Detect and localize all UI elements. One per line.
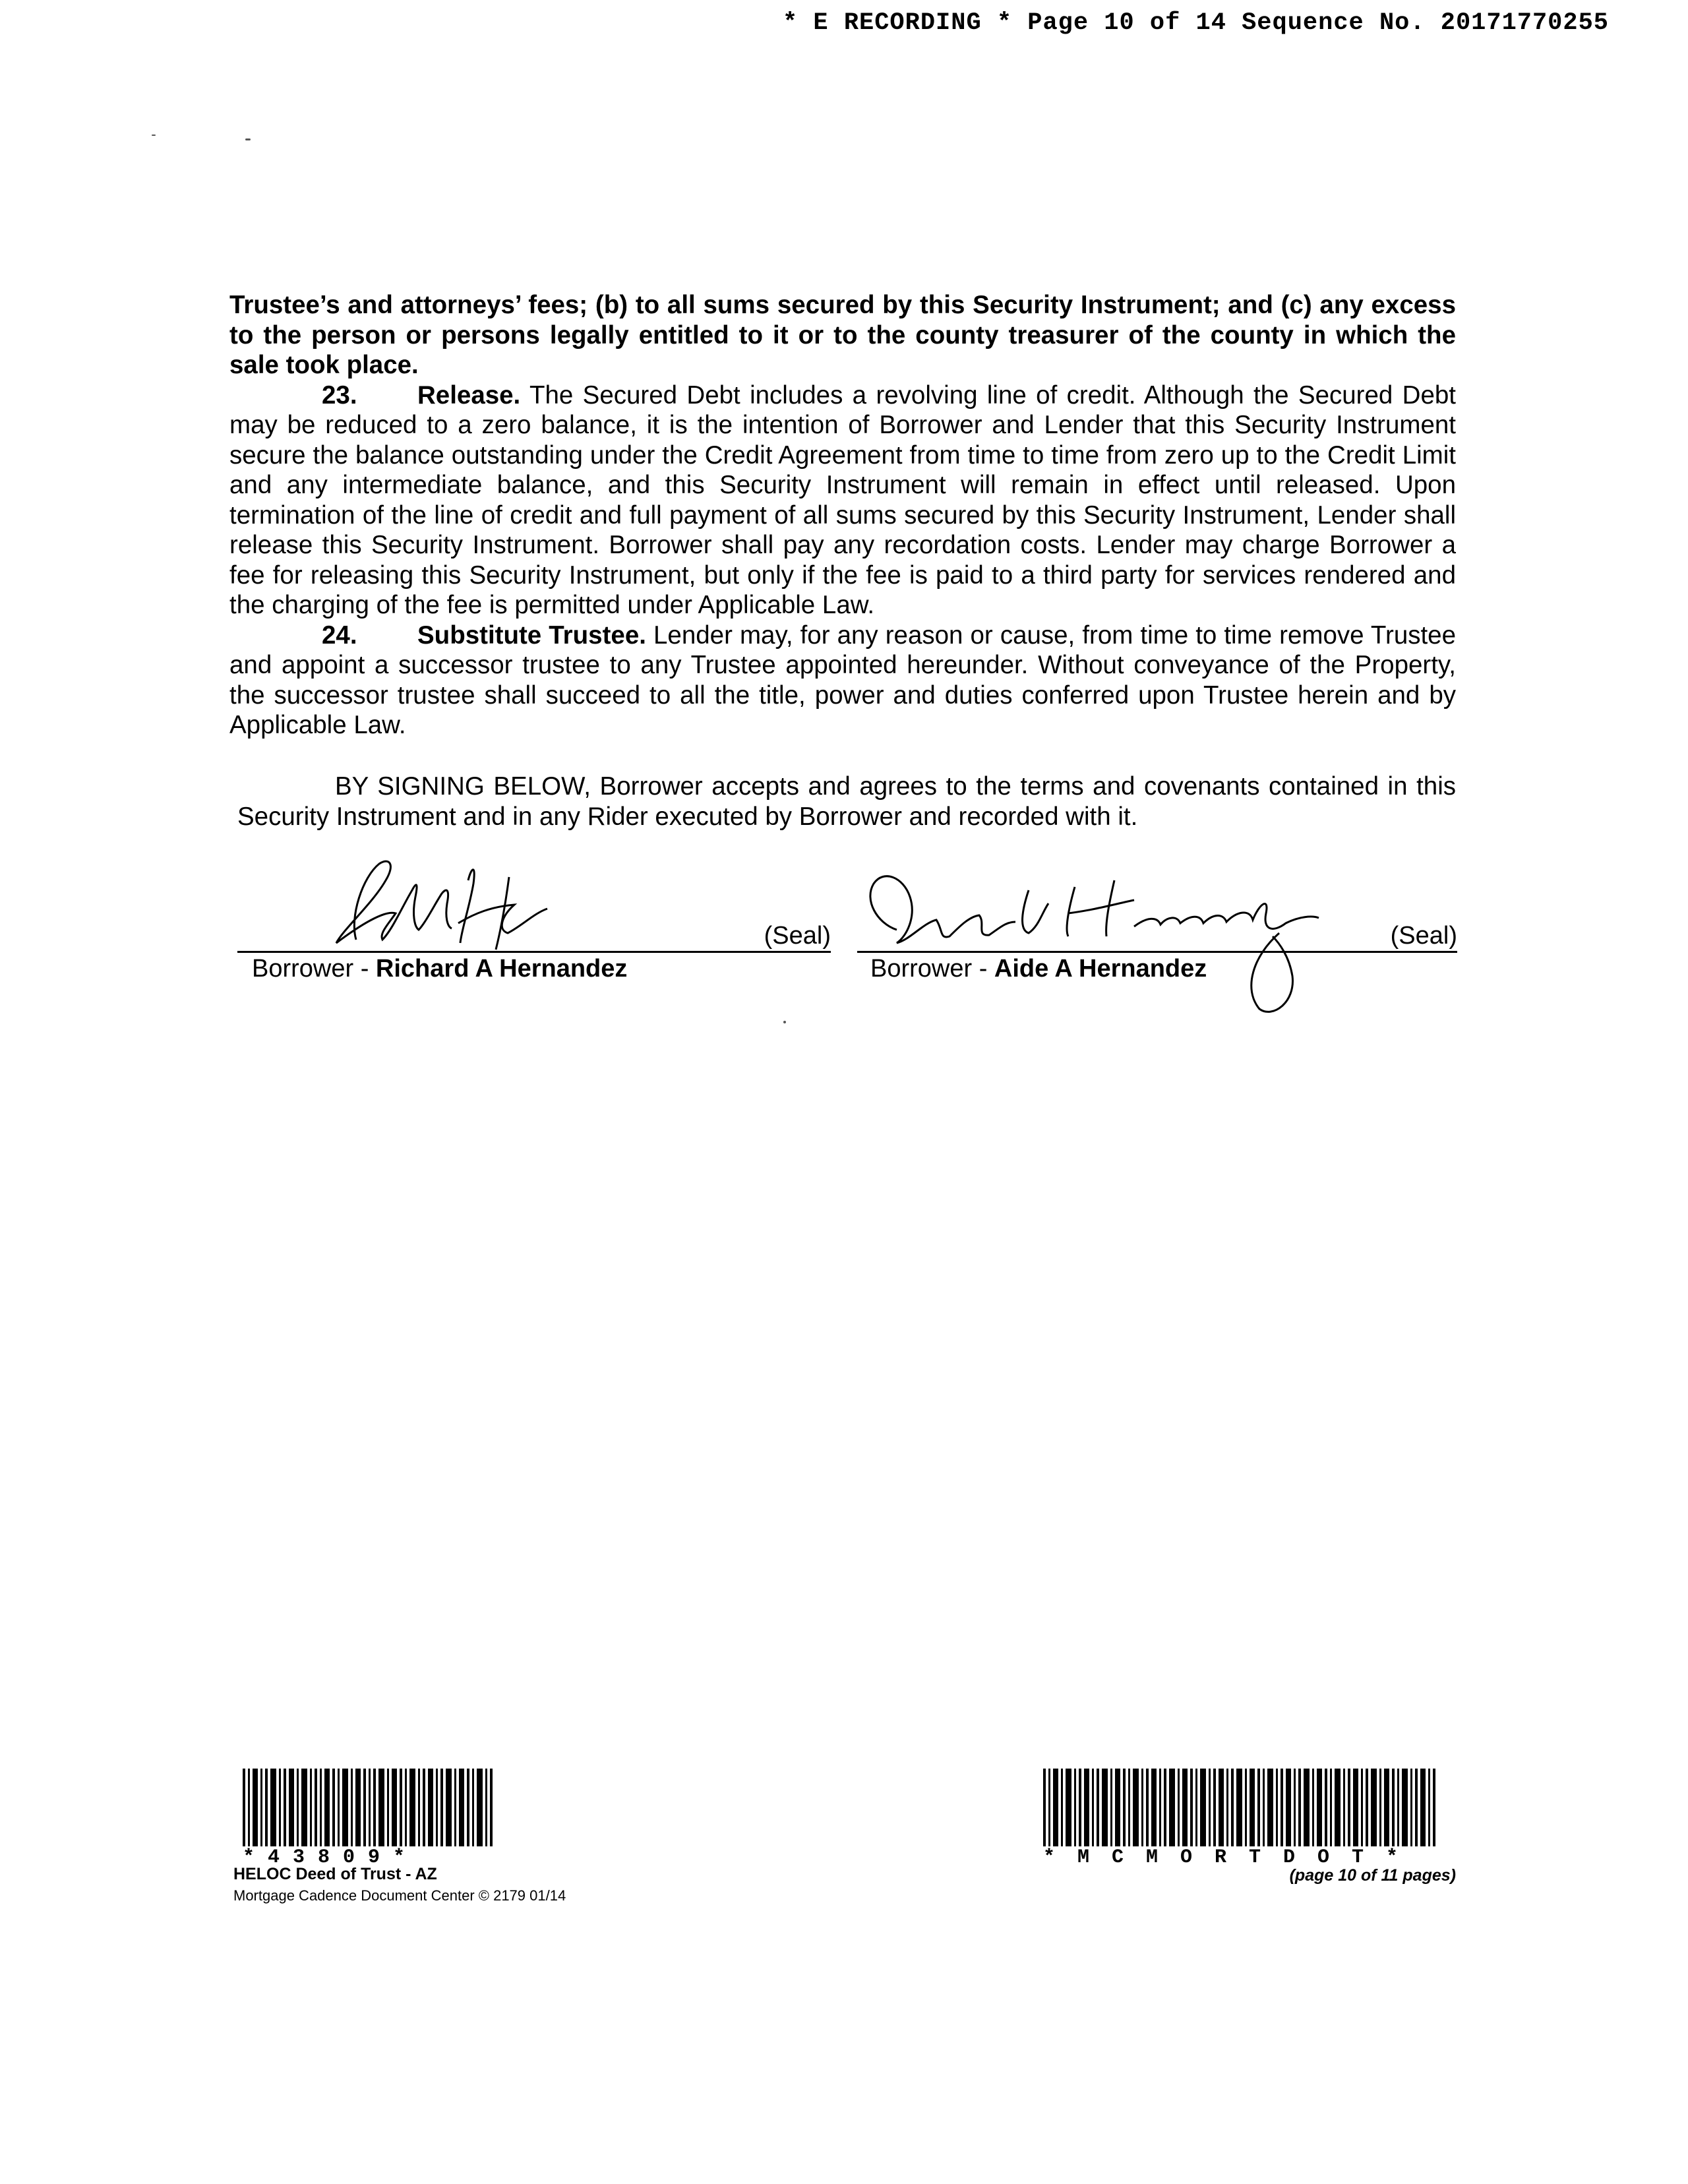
barcode-form-number: [243, 1769, 493, 1867]
section-number: 24.: [322, 621, 357, 650]
page-indicator: (page 10 of 11 pages): [1289, 1866, 1456, 1885]
paragraph-continuation: Trustee’s and attorneys’ fees; (b) to all sums secured by this Security Instrument; and (c) any excess to the person or persons legally entitled to it or to the county treasurer of the county in which the sale took place.: [229, 291, 1456, 379]
signature-block-aide: [857, 851, 1457, 1022]
borrower-role: Borrower -: [870, 955, 994, 983]
section-23: [229, 380, 1456, 621]
barcode-bars: [243, 1769, 493, 1846]
handwritten-signature: [237, 851, 646, 963]
section-heading: Release.: [417, 380, 521, 410]
borrower-role: Borrower -: [252, 955, 376, 983]
seal-label: (Seal): [760, 922, 831, 950]
borrower-name-text: Aide A Hernandez: [994, 955, 1207, 983]
barcode-caption: *43809*: [243, 1846, 419, 1869]
scan-speck: [152, 135, 156, 136]
section-24: [229, 621, 1456, 741]
signing-statement: [237, 772, 1456, 832]
form-title: HELOC Deed of Trust - AZ: [233, 1865, 437, 1883]
form-source: Mortgage Cadence Document Center © 2179 01/14: [233, 1887, 566, 1904]
borrower-name: [870, 955, 1207, 983]
document-body: [229, 290, 1456, 741]
borrower-name: [252, 955, 627, 983]
section-number: 23.: [322, 380, 357, 410]
recording-header: * E RECORDING * Page 10 of 14 Sequence No. 20171770255: [783, 9, 1609, 37]
barcode-bars: [1043, 1769, 1439, 1846]
borrower-name-text: Richard A Hernandez: [375, 955, 628, 983]
section-text: Lender may, for any reason or cause, from time to time remove Trustee and appoint a successor trustee to any Trustee appointed hereunder. Without conveyance of the Property, the successor trustee shall succeed to all the title, power and duties conferred upon Trustee herein and by Applicable Law.: [229, 621, 1457, 739]
signature-block-richard: [237, 851, 831, 1022]
seal-label: (Seal): [1387, 922, 1457, 950]
handwritten-signature: [857, 851, 1372, 1022]
signing-statement-text: BY SIGNING BELOW, Borrower accepts and agrees to the terms and covenants contained in this Security Instrument and in any Rider executed by Borrower and recorded with it.: [237, 772, 1456, 831]
barcode-caption: *MCMORTDOT*: [1043, 1846, 1421, 1869]
signature-line: [857, 951, 1457, 953]
barcode-document-type: [1043, 1769, 1439, 1867]
scan-speck: [245, 138, 251, 140]
signature-line: [237, 951, 831, 953]
section-heading: Substitute Trustee.: [417, 621, 646, 650]
section-text: The Secured Debt includes a revolving line of credit. Although the Secured Debt may be reduced to a zero balance, it is the intention of Borrower and Lender that this Security Instrument secure the balance outstanding under the Credit Agreement from time to time from zero up to the Credit Limit and any intermediate balance, and this Security Instrument will remain in effect until released. Upon termination of the line of credit and full payment of all sums secured by this Security Instrument, Lender shall release this Security Instrument. Borrower shall pay any recordation costs. Lender may charge Borrower a fee for releasing this Security Instrument, but only if the fee is paid to a third party for services rendered and the charging of the fee is permitted under Applicable Law.: [229, 380, 1456, 619]
